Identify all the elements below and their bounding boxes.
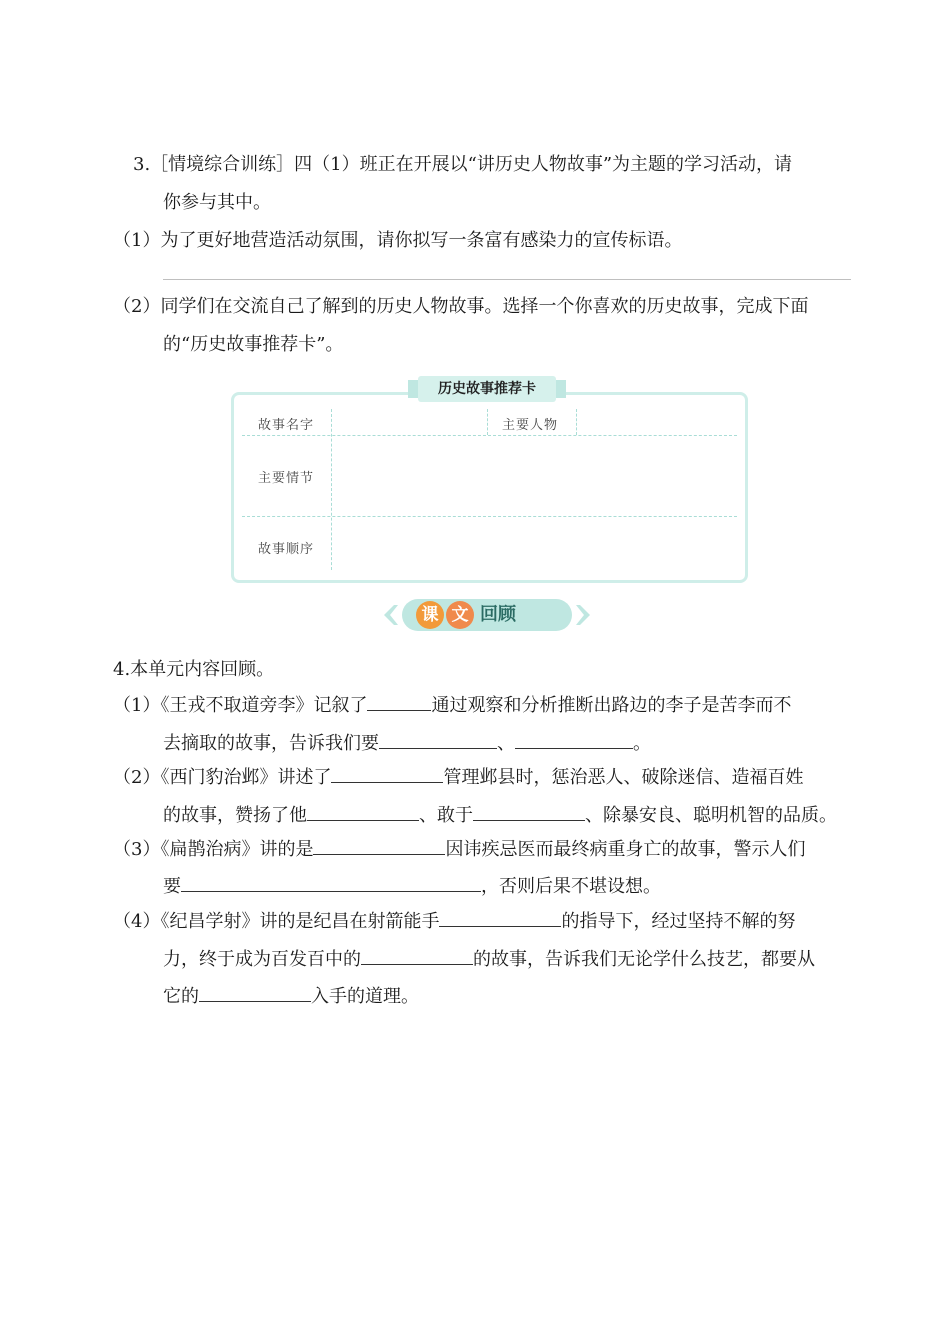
blank-field[interactable] xyxy=(313,836,445,855)
blank-field[interactable] xyxy=(307,802,419,821)
story-order-field[interactable] xyxy=(334,518,734,570)
text: 、除暴安良、聪明机智的品质。 xyxy=(585,805,837,826)
text: 力，终于成为百发百中的 xyxy=(163,949,361,970)
q4-item1-line1 xyxy=(113,692,791,719)
card-label-main-character: 主要人物 xyxy=(502,418,559,433)
q4-item2-line1 xyxy=(113,764,803,791)
q3-part1: （1）为了更好地营造活动氛围，请你拟写一条富有感染力的宣传标语。 xyxy=(113,230,683,251)
text: 去摘取的故事，告诉我们要 xyxy=(163,733,379,754)
section-title-rest: 回顾 xyxy=(480,604,516,625)
q4-title: 4.本单元内容回顾。 xyxy=(113,659,275,680)
q4-item2-line2 xyxy=(163,802,837,829)
q4-item3-line1 xyxy=(113,836,805,863)
text: 管理邺县时，惩治恶人、破除迷信、造福百姓 xyxy=(443,767,804,788)
card-divider xyxy=(487,409,488,435)
blank-field[interactable] xyxy=(199,983,311,1002)
blank-field[interactable] xyxy=(367,692,431,711)
card-divider xyxy=(331,409,332,570)
q3-line1: 3.［情境综合训练］四（1）班正在开展以“讲历史人物故事”为主题的学习活动，请 xyxy=(133,154,793,175)
text: 。 xyxy=(633,733,651,754)
blank-field[interactable] xyxy=(379,730,497,749)
q4-item1-line2 xyxy=(163,730,651,757)
text: 的指导下，经过坚持不解的努 xyxy=(561,911,796,932)
text: 入手的道理。 xyxy=(311,986,419,1007)
blank-field[interactable] xyxy=(331,764,443,783)
text: （4）《纪昌学射》讲的是纪昌在射箭能手 xyxy=(113,911,440,932)
text: （3）《扁鹊治病》讲的是 xyxy=(113,839,314,860)
section-banner-text-review xyxy=(384,598,590,632)
q4-item3-line2 xyxy=(163,873,661,900)
text: （1）《王戎不取道旁李》记叙了 xyxy=(113,695,368,716)
main-plot-field[interactable] xyxy=(334,437,734,515)
blank-field[interactable] xyxy=(515,730,633,749)
q3-part2-line1: （2）同学们在交流自己了解到的历史人物故事。选择一个你喜欢的历史故事，完成下面 xyxy=(113,296,809,317)
card-divider xyxy=(242,516,737,517)
text: 的故事，赞扬了他 xyxy=(163,805,307,826)
blank-field[interactable] xyxy=(473,802,585,821)
card-divider xyxy=(576,409,577,435)
q3-part2-line2: 的“历史故事推荐卡”。 xyxy=(163,334,344,355)
slogan-answer-line[interactable] xyxy=(163,279,851,280)
text: ，否则后果不堪设想。 xyxy=(481,876,661,897)
q4-item4-line3 xyxy=(163,983,419,1010)
q4-item4-line2 xyxy=(163,946,815,973)
card-title-banner xyxy=(408,374,566,404)
text: 因讳疾忌医而最终病重身亡的故事，警示人们 xyxy=(445,839,806,860)
q3-line2: 你参与其中。 xyxy=(163,192,271,213)
card-label-story-name: 故事名字 xyxy=(258,418,315,433)
blank-field[interactable] xyxy=(439,908,561,927)
text: 的故事，告诉我们无论学什么技艺，都要从 xyxy=(473,949,815,970)
card-label-story-order: 故事顺序 xyxy=(258,542,315,557)
text: （2）《西门豹治邺》讲述了 xyxy=(113,767,332,788)
text: 它的 xyxy=(163,986,199,1007)
section-char-2: 文 xyxy=(446,601,474,629)
card-title: 历史故事推荐卡 xyxy=(438,381,536,397)
blank-field[interactable] xyxy=(181,873,481,892)
section-char-1: 课 xyxy=(416,601,444,629)
main-character-field[interactable] xyxy=(579,409,729,435)
card-label-main-plot: 主要情节 xyxy=(258,471,315,486)
text: 要 xyxy=(163,876,181,897)
text: 通过观察和分析推断出路边的李子是苦李而不 xyxy=(431,695,792,716)
history-story-card xyxy=(231,392,748,583)
card-divider xyxy=(242,435,737,436)
q4-item4-line1 xyxy=(113,908,795,935)
story-name-field[interactable] xyxy=(334,409,484,435)
blank-field[interactable] xyxy=(361,946,473,965)
text: 、 xyxy=(497,733,515,754)
text: 、敢于 xyxy=(419,805,473,826)
